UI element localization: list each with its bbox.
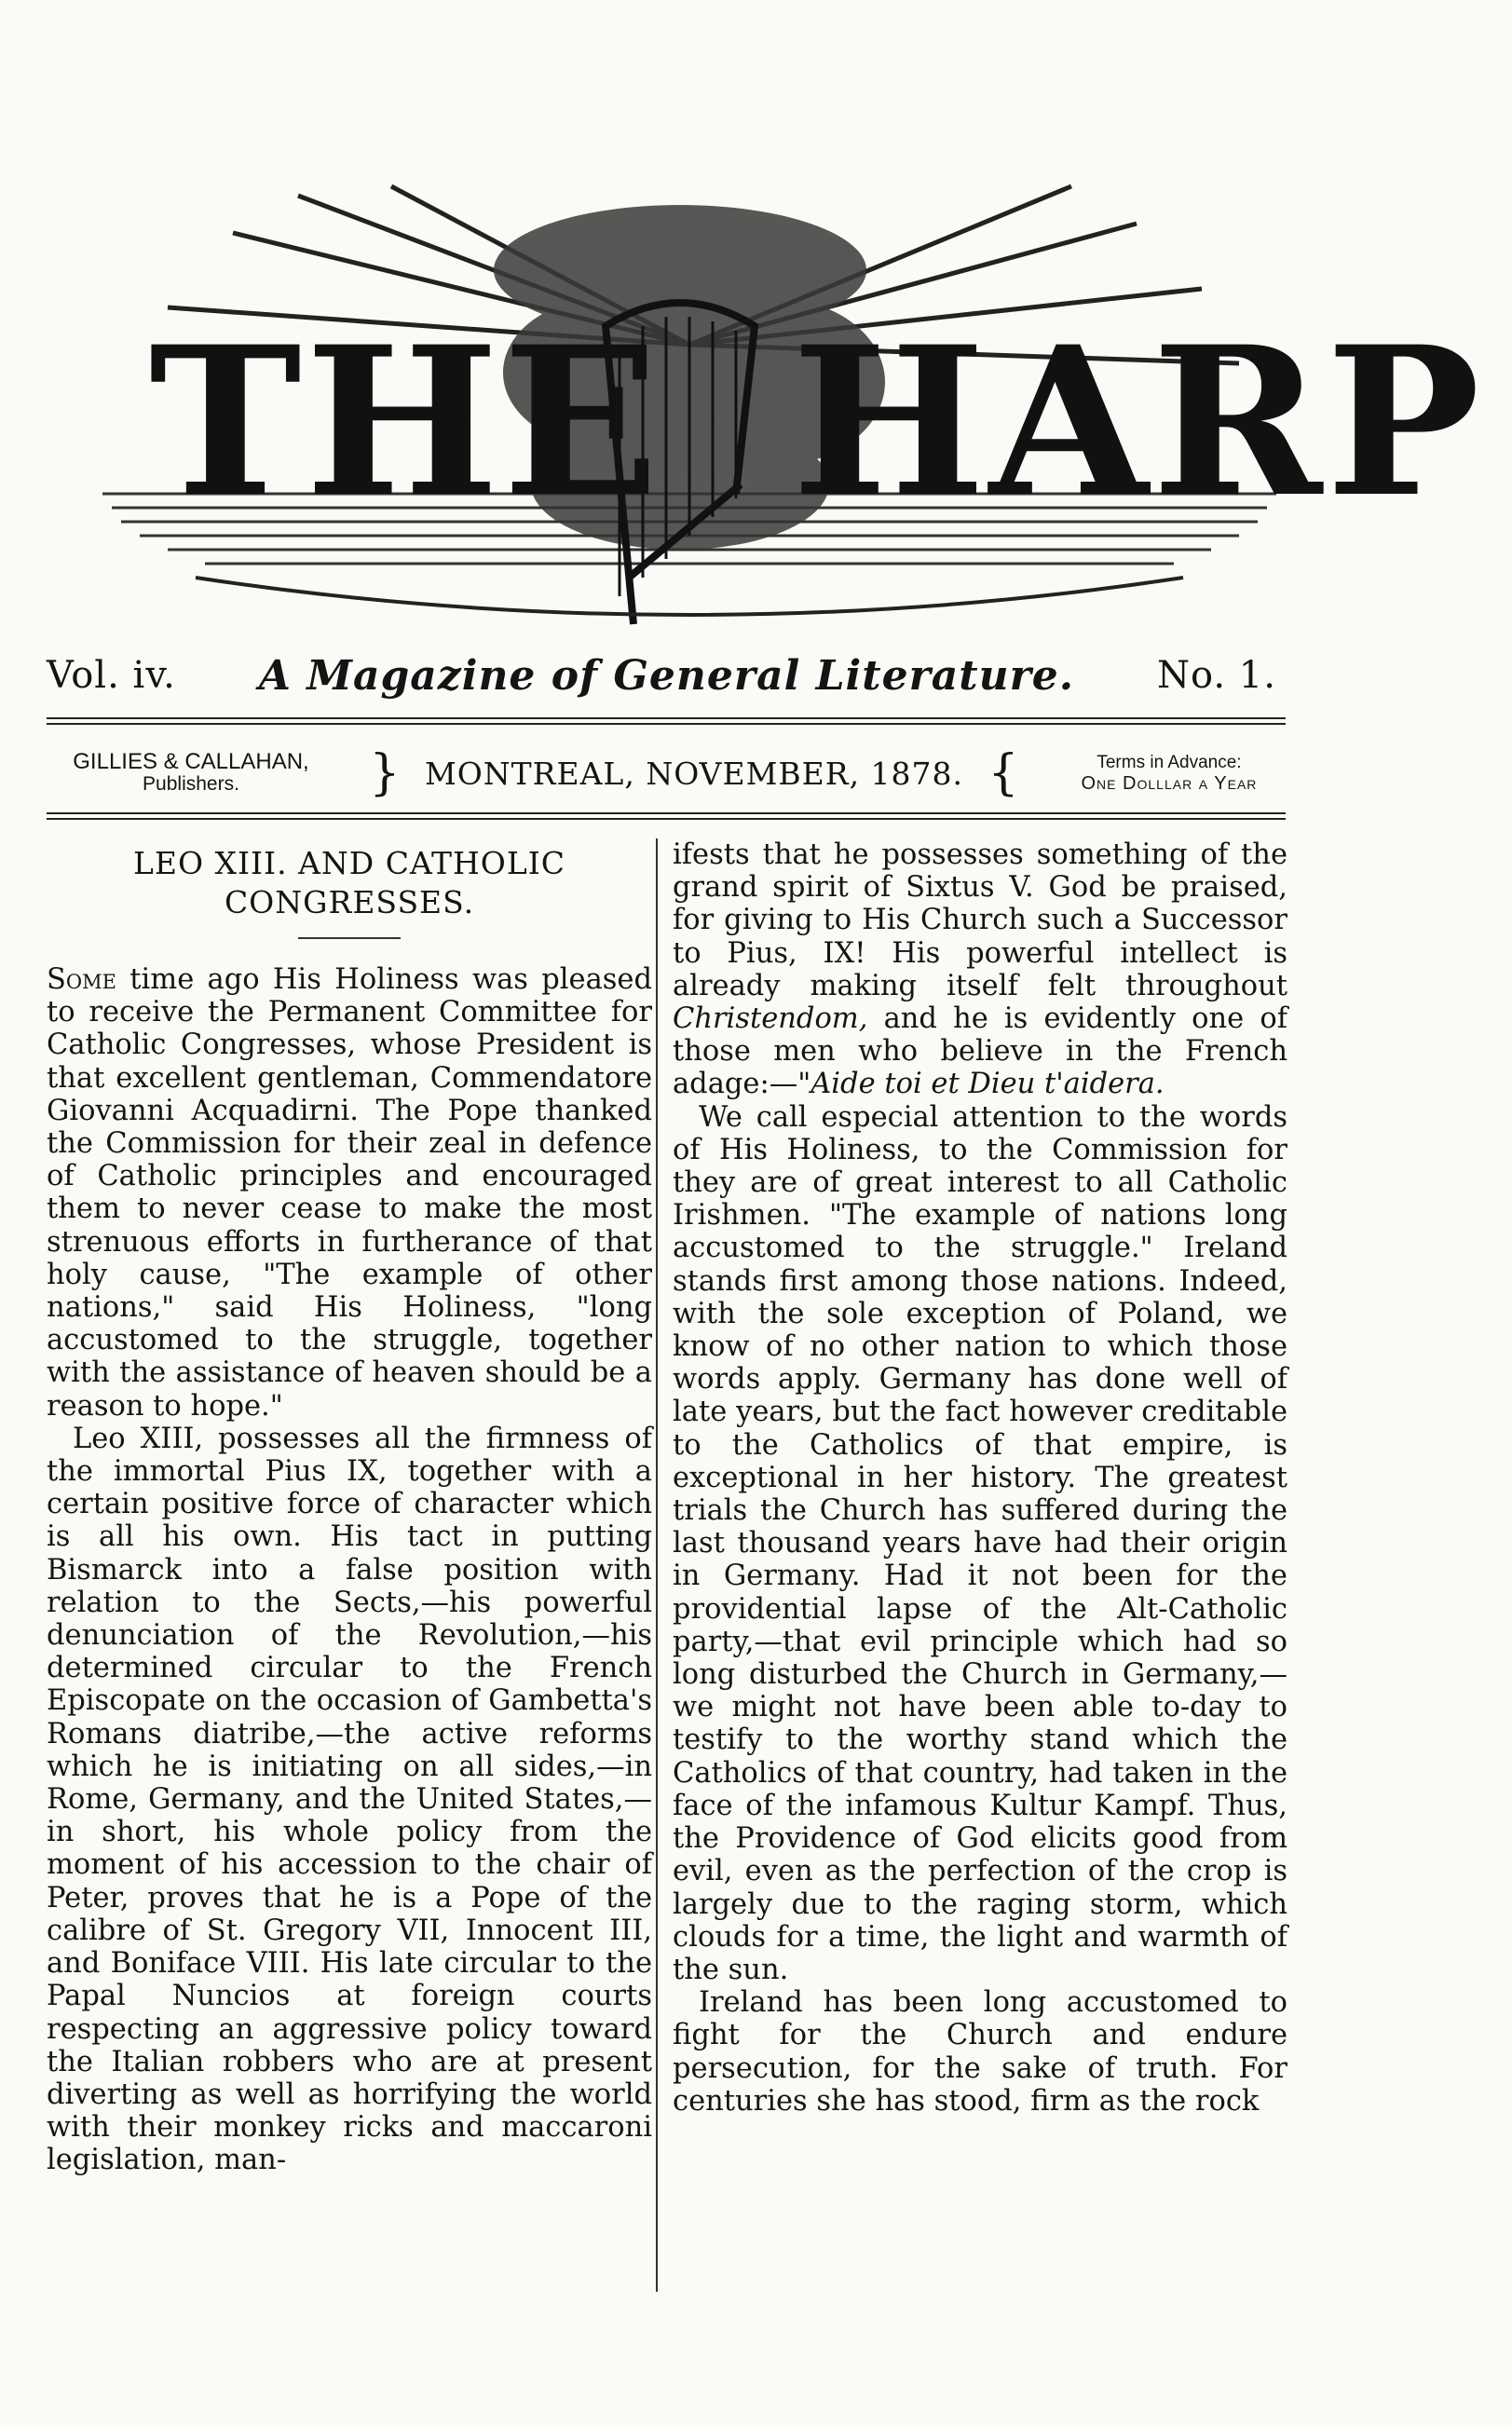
brace-right: { [988, 745, 1019, 801]
volume-label: Vol. iv. [47, 654, 176, 697]
paragraph-2-cont-text-b: and he is evidently one of those men who believe in the French adage:— [673, 1002, 1287, 1101]
paragraph-2: Leo XIII, possesses all the firmness of the immortal Pius IX, together with a certain positive force of character which is all his own. His tact in putting Bismarck into a false position with relation to the Sects,—his powerful denunciation of the Revolution,—his determined circular to the French Episcopate on the occasion of Gambetta's Romans diatribe,—the active reforms which he is initiating on all sides,—in Rome, Germany, and the United States,—in short, his whole policy from the moment of his accession to the chair of Peter, proves that he is a Pope of the calibre of St. Gregory VII, Innocent III, and Boniface VIII. His late circular to the Papal Nuncios at foreign courts respecting an aggressive policy toward the Italian robbers who are at present diverting as well as horrifying the world with their monkey ricks and maccaroni legislation, man- [47, 1422, 652, 2177]
column-right [673, 838, 1287, 2118]
article-title-line-1: LEO XIII. AND CATHOLIC [132, 845, 566, 881]
publisher-name: GILLIES & CALLAHAN, [73, 749, 309, 774]
dateline: MONTREAL, NOVEMBER, 1878. [424, 755, 964, 792]
terms-block [1043, 753, 1295, 794]
terms-line-2: One Dolllar a Year [1081, 773, 1258, 794]
paragraph-1-text: time ago His Holiness was pleased to receive the Permanent Committee for Catholic Congresses, whose President is that excellent gentleman, Commendatore Giovanni Acquadirni. The Pope thanked the Commission for their zeal in defence of Catholic principles and encouraged them to never cease to make the most strenuous efforts in furtherance of that holy cause, "The example of other nations," said His Holiness, "long accustomed to the struggle, together with the assistance of heaven should be a reason to hope." [47, 963, 652, 1423]
header-rule-bottom [47, 812, 1286, 820]
article-title-line-2: CONGRESSES. [224, 884, 475, 920]
paragraph-4: Ireland has been long accustomed to fight for the Church and endure persecution, for the sake of truth. For centuries she has stood, firm as the rock [673, 1986, 1287, 2118]
paragraph-1 [47, 963, 652, 1423]
tagline: A Magazine of General Literature. [258, 651, 1075, 700]
column-left [47, 838, 652, 2177]
paragraph-2-cont-italic-2: "Aide toi et Dieu t'aidera. [797, 1068, 1165, 1101]
publisher-block [37, 751, 345, 796]
publisher-role: Publishers. [143, 773, 239, 795]
paragraph-2-cont-italic-1: Christendom, [673, 1002, 868, 1036]
paragraph-2-continued [673, 838, 1287, 1101]
column-divider [656, 838, 658, 2292]
masthead-illustration [84, 186, 1484, 643]
paragraph-1-lead: Some [47, 963, 116, 996]
paragraph-2-cont-text: ifests that he possesses something of the grand spirit of Sixtus V. God be praised, for giving to His Church such a Successor to Pius, IX! His powerful intellect is already making itself felt throughout [673, 838, 1287, 1002]
header-rule-top [47, 717, 1286, 725]
title-rule [298, 937, 401, 939]
issue-number: No. 1. [1157, 654, 1276, 697]
brace-left: } [369, 745, 401, 801]
paragraph-3: We call especial attention to the words of His Holiness, to the Commission for they are of great interest to all Catholic Irishmen. "The example of nations long accustomed to the struggle." Ireland stands first among those nations. Indeed, with the sole exception of Poland, we know of no other nation to which those words apply. Germany has done well of late years, but the fact however creditable to the Catholics of that empire, is exceptional in her history. The greatest trials the Church has suffered during the last thousand years have had their origin in Germany. Had it not been for the providential lapse of the Alt-Catholic party,—that evil principle which had so long disturbed the Church in Germany,—we might not have been able to-day to testify to the worthy stand which the Catholics of that country, had taken in the face of the infamous Kultur Kampf. Thus, the Providence of God elicits good from evil, even as the perfection of the crop is largely due to the raging storm, which clouds for a time, the light and warmth of the sun. [673, 1100, 1287, 1986]
masthead-subtitle-row [47, 643, 1276, 708]
masthead-harp-artwork [84, 186, 1484, 643]
publication-info-row [37, 745, 1295, 801]
masthead-title-harp: HARP [792, 301, 1484, 542]
terms-line-1: Terms in Advance: [1097, 753, 1242, 772]
masthead-title-the: THE [149, 301, 663, 542]
article-title [47, 844, 652, 922]
